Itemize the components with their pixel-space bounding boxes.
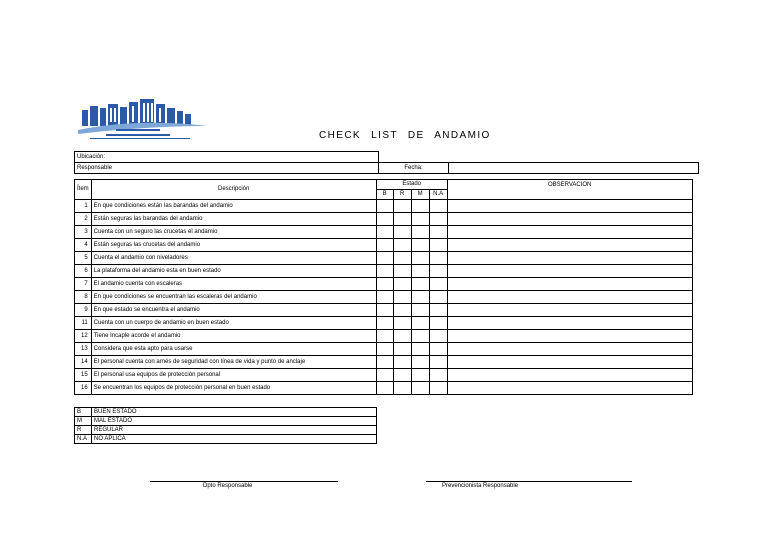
estado-cell-b[interactable] <box>376 356 393 369</box>
table-row <box>75 278 693 291</box>
row-number: 9 <box>75 304 92 317</box>
estado-cell-m[interactable] <box>411 369 429 382</box>
signature-line-left <box>150 481 338 482</box>
estado-cell-r[interactable] <box>393 291 411 304</box>
estado-cell-r[interactable] <box>393 252 411 265</box>
col-observacion-header: OBSERVACION <box>447 180 692 200</box>
observacion-cell[interactable] <box>447 369 692 382</box>
estado-cell-m[interactable] <box>411 278 429 291</box>
estado-cell-m[interactable] <box>411 317 429 330</box>
estado-cell-r[interactable] <box>393 330 411 343</box>
table-row <box>75 382 693 395</box>
observacion-cell[interactable] <box>447 330 692 343</box>
row-description: En que estado se encuentra el andamio <box>91 304 376 317</box>
observacion-cell[interactable] <box>447 265 692 278</box>
table-row <box>75 356 693 369</box>
estado-cell-na[interactable] <box>429 239 447 252</box>
row-description: En que condiciones están las barandas del andamio <box>91 200 376 213</box>
estado-cell-na[interactable] <box>429 304 447 317</box>
estado-cell-b[interactable] <box>376 317 393 330</box>
legend-code: M <box>75 417 92 426</box>
col-m-header: M <box>411 190 429 200</box>
observacion-cell[interactable] <box>447 213 692 226</box>
estado-cell-r[interactable] <box>393 343 411 356</box>
legend-row <box>75 417 377 426</box>
legend-code: R <box>75 426 92 435</box>
document-title: CHECK LIST DE ANDAMIO <box>319 130 491 141</box>
table-row <box>75 330 693 343</box>
col-b-header: B <box>376 190 393 200</box>
table-row <box>75 226 693 239</box>
estado-cell-r[interactable] <box>393 265 411 278</box>
row-number: 2 <box>75 213 92 226</box>
responsable-row <box>74 162 699 174</box>
legend-row <box>75 435 377 444</box>
observacion-cell[interactable] <box>447 382 692 395</box>
estado-cell-b[interactable] <box>376 226 393 239</box>
estado-cell-b[interactable] <box>376 200 393 213</box>
row-description: La plataforma del andamio esta en buen estado <box>91 265 376 278</box>
estado-cell-m[interactable] <box>411 343 429 356</box>
legend-label: REGULAR <box>92 426 377 435</box>
row-description: Se encuentran los equipos de protección personal en buen estado <box>91 382 376 395</box>
estado-cell-r[interactable] <box>393 213 411 226</box>
legend-table <box>74 407 377 444</box>
legend-row <box>75 426 377 435</box>
table-row <box>75 317 693 330</box>
table-row <box>75 213 693 226</box>
table-row <box>75 343 693 356</box>
fecha-field[interactable] <box>449 163 699 174</box>
estado-cell-r[interactable] <box>393 200 411 213</box>
row-description: Tiene Incaple acorde el andamio <box>91 330 376 343</box>
estado-cell-r[interactable] <box>393 278 411 291</box>
estado-cell-m[interactable] <box>411 265 429 278</box>
row-number: 4 <box>75 239 92 252</box>
estado-cell-na[interactable] <box>429 213 447 226</box>
row-description: El andamio cuenta con escaleras <box>91 278 376 291</box>
estado-cell-na[interactable] <box>429 226 447 239</box>
estado-cell-m[interactable] <box>411 291 429 304</box>
estado-cell-na[interactable] <box>429 369 447 382</box>
row-number: 12 <box>75 330 92 343</box>
table-row <box>75 304 693 317</box>
estado-cell-b[interactable] <box>376 382 393 395</box>
col-item-header: Ítem <box>75 180 92 200</box>
row-number: 11 <box>75 317 92 330</box>
estado-cell-b[interactable] <box>376 330 393 343</box>
estado-cell-b[interactable] <box>376 278 393 291</box>
estado-cell-r[interactable] <box>393 226 411 239</box>
signature-line-right <box>426 481 632 482</box>
table-row <box>75 291 693 304</box>
legend-label: BUEN ESTADO <box>92 408 377 417</box>
estado-cell-na[interactable] <box>429 291 447 304</box>
row-description: En que condiciones se encuentran las escaleras del andamio <box>91 291 376 304</box>
observacion-cell[interactable] <box>447 200 692 213</box>
estado-cell-r[interactable] <box>393 239 411 252</box>
observacion-cell[interactable] <box>447 252 692 265</box>
row-number: 7 <box>75 278 92 291</box>
col-descripcion-header: Descripción <box>91 180 376 200</box>
estado-cell-na[interactable] <box>429 278 447 291</box>
row-number: 1 <box>75 200 92 213</box>
observacion-cell[interactable] <box>447 291 692 304</box>
estado-cell-b[interactable] <box>376 304 393 317</box>
estado-cell-na[interactable] <box>429 330 447 343</box>
estado-cell-na[interactable] <box>429 265 447 278</box>
table-row <box>75 200 693 213</box>
fecha-label: Fecha: <box>379 163 449 174</box>
estado-cell-na[interactable] <box>429 252 447 265</box>
observacion-cell[interactable] <box>447 317 692 330</box>
row-description: El personal usa equipos de protección personal <box>91 369 376 382</box>
estado-cell-b[interactable] <box>376 369 393 382</box>
signature-label-right: Prevencionista Responsable <box>442 483 519 489</box>
col-na-header: N.A <box>429 190 447 200</box>
col-r-header: R <box>393 190 411 200</box>
row-description: Cuenta con un seguro las crucetas el andamio <box>91 226 376 239</box>
row-description: Están seguras las barandas del andamio <box>91 213 376 226</box>
estado-cell-m[interactable] <box>411 356 429 369</box>
observacion-cell[interactable] <box>447 304 692 317</box>
row-number: 14 <box>75 356 92 369</box>
estado-cell-m[interactable] <box>411 304 429 317</box>
estado-cell-r[interactable] <box>393 356 411 369</box>
estado-cell-b[interactable] <box>376 252 393 265</box>
ubicacion-label: Ubicación: <box>75 152 379 163</box>
checklist-table <box>74 179 693 395</box>
observacion-cell[interactable] <box>447 239 692 252</box>
estado-cell-na[interactable] <box>429 317 447 330</box>
row-number: 3 <box>75 226 92 239</box>
legend-code: B <box>75 408 92 417</box>
estado-cell-na[interactable] <box>429 200 447 213</box>
estado-cell-m[interactable] <box>411 226 429 239</box>
row-number: 6 <box>75 265 92 278</box>
table-row <box>75 252 693 265</box>
row-number: 16 <box>75 382 92 395</box>
estado-cell-b[interactable] <box>376 265 393 278</box>
legend-label: NO APLICA <box>92 435 377 444</box>
company-logo <box>76 96 212 146</box>
legend-label: MAL ESTADO <box>92 417 377 426</box>
estado-cell-b[interactable] <box>376 291 393 304</box>
estado-cell-na[interactable] <box>429 343 447 356</box>
row-description: Considera que esta apto para usarse <box>91 343 376 356</box>
estado-cell-b[interactable] <box>376 213 393 226</box>
estado-cell-r[interactable] <box>393 369 411 382</box>
estado-cell-r[interactable] <box>393 317 411 330</box>
estado-cell-m[interactable] <box>411 239 429 252</box>
signature-label-left: Dpto Responsable <box>203 483 253 489</box>
estado-cell-m[interactable] <box>411 252 429 265</box>
row-number: 8 <box>75 291 92 304</box>
table-row <box>75 265 693 278</box>
row-number: 5 <box>75 252 92 265</box>
estado-cell-b[interactable] <box>376 343 393 356</box>
table-row <box>75 239 693 252</box>
estado-cell-m[interactable] <box>411 382 429 395</box>
table-row <box>75 369 693 382</box>
estado-cell-r[interactable] <box>393 304 411 317</box>
estado-cell-m[interactable] <box>411 213 429 226</box>
row-description: Cuenta el andamio con niveladores <box>91 252 376 265</box>
legend-code: N.A <box>75 435 92 444</box>
row-description: Cuenta con un cuerpo de andamio en buen estado <box>91 317 376 330</box>
row-description: Están seguras las crucetas del andamio <box>91 239 376 252</box>
estado-cell-na[interactable] <box>429 382 447 395</box>
estado-cell-r[interactable] <box>393 382 411 395</box>
observacion-cell[interactable] <box>447 226 692 239</box>
observacion-cell[interactable] <box>447 356 692 369</box>
col-estado-header: Estado <box>376 180 447 190</box>
row-number: 13 <box>75 343 92 356</box>
legend-row <box>75 408 377 417</box>
observacion-cell[interactable] <box>447 278 692 291</box>
estado-cell-m[interactable] <box>411 200 429 213</box>
observacion-cell[interactable] <box>447 343 692 356</box>
row-number: 15 <box>75 369 92 382</box>
responsable-label: Responsable <box>75 163 379 174</box>
estado-cell-b[interactable] <box>376 239 393 252</box>
estado-cell-na[interactable] <box>429 356 447 369</box>
row-description: El personal cuenta con arnés de seguridad con línea de vida y punto de anclaje <box>91 356 376 369</box>
estado-cell-m[interactable] <box>411 330 429 343</box>
